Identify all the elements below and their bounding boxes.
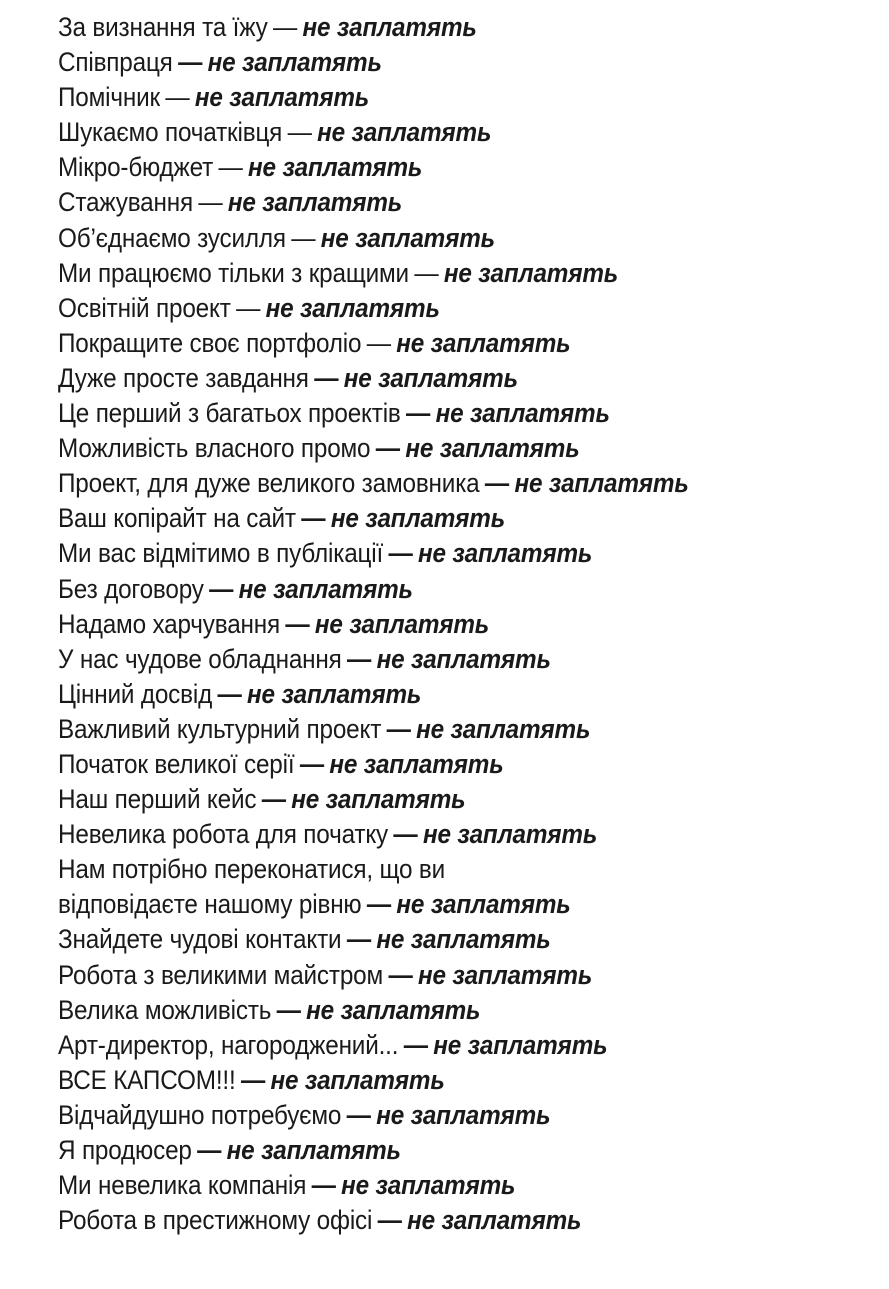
phrase-list [58,10,878,1238]
phrase-line [58,501,796,536]
phrase-text: Знайдете чудові контакти [58,924,342,955]
phrase-text: ВСЕ КАПСОМ!!! [58,1064,236,1095]
punchline-text: не заплатять [330,503,505,534]
dash-separator: — [287,117,312,148]
phrase-text: Робота з великими майстром [58,959,384,990]
dash-separator: — [314,362,339,393]
phrase-text: Дуже просте завдання [58,362,309,393]
dash-separator: — [197,1135,222,1165]
phrase-line [58,256,796,291]
punchline-text: не заплатять [207,47,382,78]
dash-separator: — [236,292,261,323]
dash-separator: — [403,1029,428,1060]
phrase-line [58,1098,796,1133]
phrase-line [58,326,796,361]
dash-separator: — [393,819,418,850]
phrase-line [58,185,796,220]
phrase-text: Без договору [58,573,204,604]
phrase-line [58,1063,796,1098]
dash-separator: — [366,327,391,358]
phrase-line [58,80,796,115]
phrase-text: Освітній проект [58,292,231,323]
punchline-text: не заплатять [343,362,518,393]
dash-separator: — [386,713,411,744]
punchline-text: не заплатять [320,222,495,253]
dash-separator: — [178,47,203,78]
punchline-text: не заплатять [248,152,423,183]
punchline-text: не заплатять [329,748,504,779]
dash-separator: — [218,152,243,183]
dash-separator: — [346,924,371,955]
phrase-line [58,150,796,185]
phrase-line [58,1028,796,1063]
phrase-text: Невелика робота для початку [58,819,389,850]
dash-separator: — [276,994,301,1025]
phrase-text: Покращите своє портфоліо [58,327,362,358]
dash-separator: — [261,784,286,815]
phrase-text: Проект, для дуже великого замовника [58,468,480,499]
phrase-text: Надамо харчування [58,608,281,639]
dash-separator: — [484,468,510,499]
phrase-text: Ми невелика компанія [58,1170,307,1201]
punchline-text: не заплатять [376,1099,551,1130]
phrase-text: Відчайдушно потребуємо [58,1099,342,1130]
phrase-text: Ми працюємо тільки з кращими [58,257,409,288]
punchline-text: не заплатять [341,1170,516,1201]
phrase-text: Початок великої серії [58,748,295,779]
dash-separator: — [346,1099,371,1130]
punchline-text: не заплатять [443,257,619,288]
punchline-text: не заплатять [405,433,580,464]
punchline-text: не заплатять [247,678,422,709]
phrase-line [58,782,796,817]
punchline-text: не заплатять [227,187,403,218]
phrase-text: Ми вас відмітимо в публікації [58,538,384,569]
punchline-text: не заплатять [396,889,571,920]
dash-separator: — [311,1170,336,1201]
phrase-text: Наш перший кейс [58,784,257,815]
phrase-line [58,642,796,677]
dash-separator: — [388,538,413,569]
punchline-text: не заплатять [270,1064,445,1095]
punchline-text: не заплатять [376,643,551,674]
phrase-line [58,291,796,326]
dash-separator: — [388,959,413,990]
phrase-text: Мікро-бюджет [58,152,214,183]
punchline-text: не заплатять [418,538,593,569]
phrase-line [58,817,796,852]
dash-separator: — [291,222,316,253]
phrase-line [58,431,796,466]
punchline-text: не заплатять [306,994,481,1025]
dash-separator: — [301,503,326,534]
punchline-text: не заплатять [238,573,413,604]
punchline-text: не заплатять [226,1135,401,1165]
phrase-text: Цінний досвід [58,678,213,709]
punchline-text: не заплатять [317,117,492,148]
phrase-line [58,221,796,256]
phrase-line [58,922,796,957]
phrase-line [58,45,796,80]
phrase-text: Важливий культурний проект [58,713,382,744]
dash-separator: — [375,433,400,464]
phrase-line [58,677,796,712]
phrase-text: Ваш копірайт на сайт [58,503,296,534]
punchline-text: не заплатять [265,292,440,323]
dash-separator: — [165,82,190,113]
phrase-line [58,466,796,501]
phrase-line [58,115,796,150]
phrase-text: За визнання та їжу [58,12,268,42]
dash-separator: — [240,1064,266,1095]
phrase-line [58,1203,796,1238]
phrase-text: Стажування [58,187,193,218]
punchline-text: не заплатять [417,959,593,990]
phrase-line [58,887,796,922]
phrase-text: Я продюсер [58,1135,192,1165]
phrase-line [58,993,796,1028]
dash-separator: — [198,187,223,218]
phrase-text: відповідаєте нашому рівню [58,889,362,920]
punchline-text: не заплатять [514,468,689,499]
dash-separator: — [209,573,234,604]
phrase-text: Об’єднаємо зусилля [58,222,286,253]
phrase-line [58,747,796,782]
phrase-text: Шукаємо початківця [58,117,283,148]
phrase-line [58,396,796,431]
phrase-text: Нам потрібно переконатися, що ви [58,854,446,885]
punchline-text: не заплатять [314,608,490,639]
phrase-line [58,361,796,396]
phrase-line [58,1133,796,1168]
punchline-text: не заплатять [416,713,591,744]
punchline-text: не заплатять [435,398,610,429]
phrase-text: Робота в престижному офісі [58,1205,373,1236]
dash-separator: — [272,12,298,42]
punchline-text: не заплатять [396,327,571,358]
punchline-text: не заплатять [407,1205,582,1236]
phrase-line [58,607,796,642]
punchline-text: не заплатять [302,12,477,42]
dash-separator: — [377,1205,402,1236]
punchline-text: не заплатять [422,819,598,850]
phrase-text: Це перший з багатьох проектів [58,398,401,429]
punchline-text: не заплатять [291,784,466,815]
punchline-text: не заплатять [376,924,551,955]
phrase-text: Можливість власного промо [58,433,371,464]
punchline-text: не заплатять [194,82,369,113]
phrase-line [58,10,796,45]
dash-separator: — [347,643,372,674]
punchline-text: не заплатять [433,1029,608,1060]
dash-separator: — [406,398,431,429]
phrase-text: Помічник [58,82,160,113]
phrase-line [58,1168,796,1203]
phrase-line [58,852,796,887]
phrase-line [58,712,796,747]
dash-separator: — [414,257,439,288]
phrase-line [58,572,796,607]
phrase-text: Арт-директор, нагороджений... [58,1029,399,1060]
phrase-text: У нас чудове обладнання [58,643,342,674]
dash-separator: — [285,608,310,639]
phrase-line [58,536,796,571]
dash-separator: — [366,889,392,920]
phrase-text: Співпраця [58,47,173,78]
phrase-line [58,958,796,993]
dash-separator: — [217,678,242,709]
dash-separator: — [299,748,324,779]
phrase-text: Велика можливість [58,994,272,1025]
